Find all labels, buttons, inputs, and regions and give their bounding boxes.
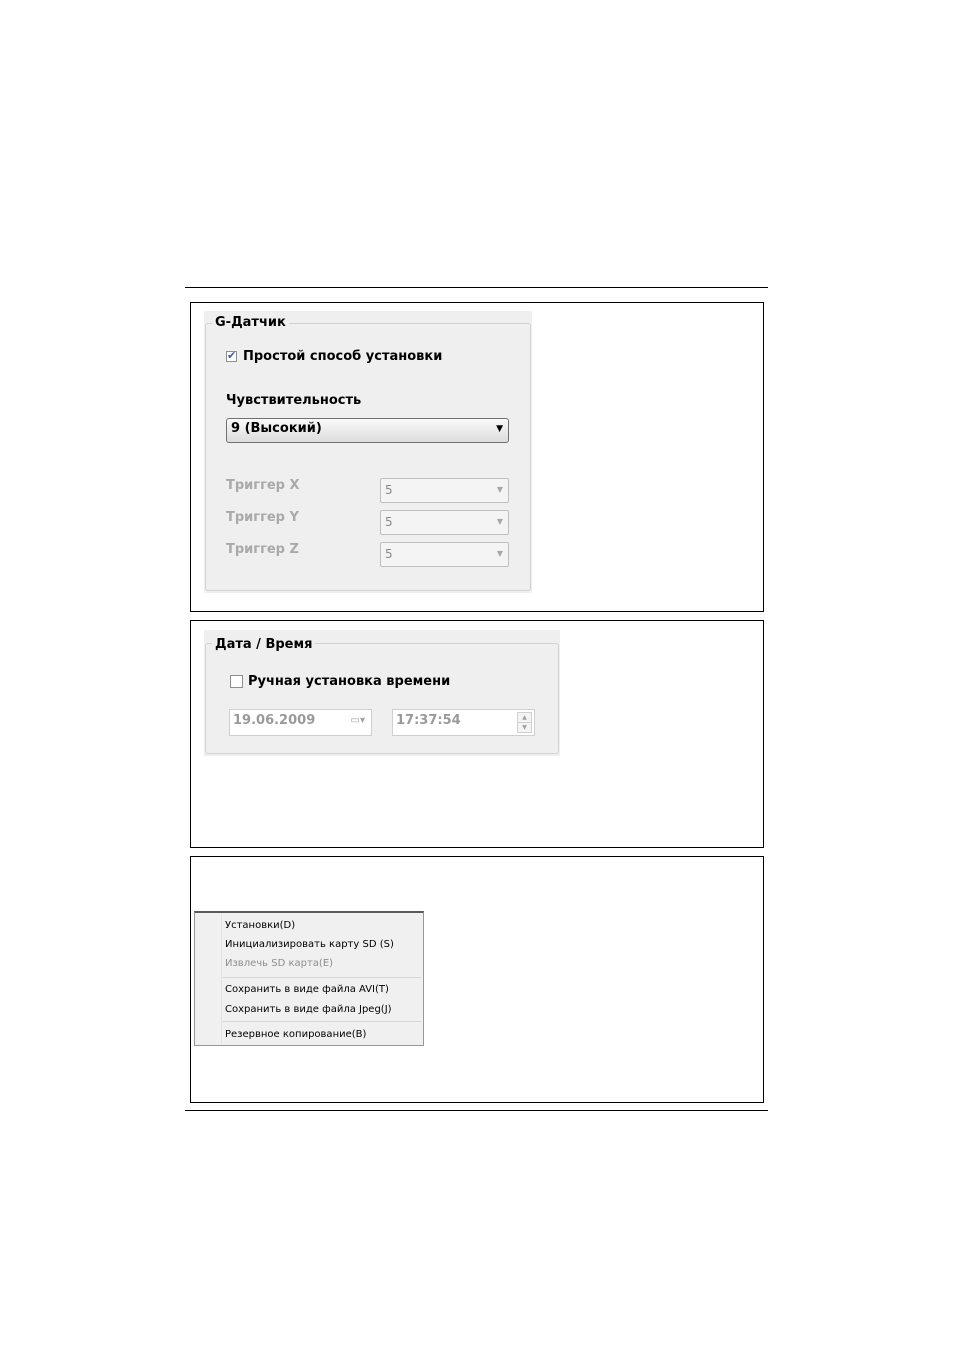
manual-time-label[interactable]: Ручная установка времени: [248, 674, 451, 689]
menu-separator: [223, 977, 421, 978]
chevron-down-icon[interactable]: ▼: [496, 485, 503, 494]
check-icon: ✔: [227, 349, 237, 362]
trigger-z-label: Триггер Z: [226, 542, 299, 557]
trigger-x-label: Триггер X: [226, 478, 300, 493]
spinner-down-icon[interactable]: ▼: [522, 724, 527, 731]
context-menu: [194, 911, 424, 1046]
time-field[interactable]: [392, 709, 535, 736]
spinner-icon[interactable]: [517, 712, 532, 733]
menu-item-eject-sd[interactable]: Извлечь SD карта(E): [225, 958, 334, 969]
time-value: 17:37:54: [396, 713, 461, 728]
trigger-z-value: 5: [385, 547, 393, 561]
trigger-y-value: 5: [385, 515, 393, 529]
spinner-up-icon[interactable]: ▲: [518, 713, 531, 723]
sensitivity-select[interactable]: [226, 418, 509, 443]
manual-time-checkbox[interactable]: [230, 675, 243, 688]
gsensor-frame: [190, 302, 764, 612]
chevron-down-icon[interactable]: ▼: [496, 517, 503, 526]
trigger-z-select[interactable]: [380, 542, 509, 567]
menu-item-save-avi[interactable]: Сохранить в виде файла AVI(T): [225, 984, 389, 995]
chevron-down-icon[interactable]: ▼: [496, 549, 503, 558]
bottom-rule: [185, 1110, 768, 1111]
trigger-x-select[interactable]: [380, 478, 509, 503]
datetime-title: Дата / Время: [212, 637, 315, 653]
trigger-y-label: Триггер Y: [226, 510, 299, 525]
datetime-panel: [204, 630, 560, 756]
chevron-down-icon[interactable]: ▼: [496, 424, 503, 434]
easy-setup-checkbox[interactable]: [226, 351, 237, 362]
gsensor-panel: [204, 311, 532, 593]
menu-item-save-jpeg[interactable]: Сохранить в виде файла Jpeg(J): [225, 1004, 392, 1015]
datetime-group: [205, 643, 559, 754]
calendar-icon[interactable]: ▭▾: [350, 715, 365, 726]
easy-setup-label[interactable]: Простой способ установки: [243, 349, 443, 364]
trigger-y-select[interactable]: [380, 510, 509, 535]
menu-item-backup[interactable]: Резервное копирование(B): [225, 1029, 367, 1040]
menu-item-init-sd[interactable]: Инициализировать карту SD (S): [225, 939, 394, 950]
menu-gutter: [221, 913, 222, 1045]
sensitivity-label: Чувствительность: [226, 393, 362, 408]
datetime-frame: [190, 620, 764, 848]
gsensor-title: G-Датчик: [212, 315, 289, 331]
date-picker[interactable]: [229, 709, 372, 736]
menu-separator: [223, 1021, 421, 1022]
sensitivity-value: 9 (Высокий): [231, 421, 322, 436]
trigger-x-value: 5: [385, 483, 393, 497]
top-rule: [185, 287, 768, 288]
menu-item-settings[interactable]: Установки(D): [225, 920, 296, 931]
date-value: 19.06.2009: [233, 713, 316, 728]
